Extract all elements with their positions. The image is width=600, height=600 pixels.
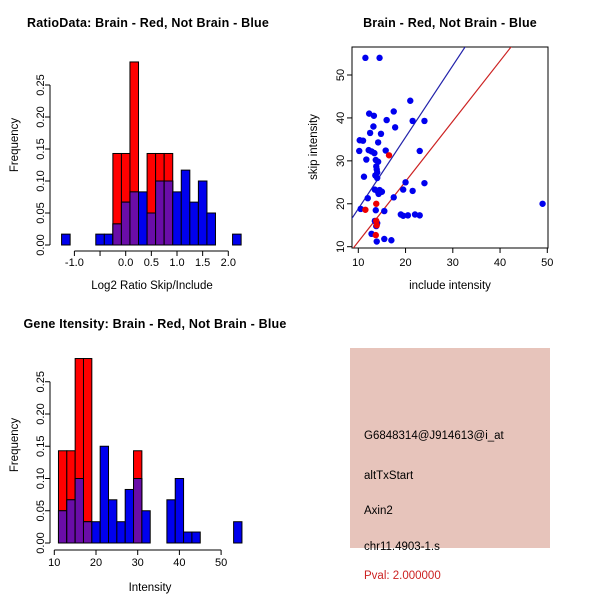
histogram-bar-blue [198, 181, 207, 245]
probe-id-text: G6848314@J914613@i_at [364, 430, 504, 442]
gene-info-box [350, 348, 550, 582]
histogram-bar-blue [139, 192, 148, 245]
scatter-point-blue [375, 139, 381, 145]
y-tick-label: 0.05 [35, 500, 47, 522]
y-tick-label: 0.20 [35, 403, 47, 425]
y-tick-label: 0.15 [35, 435, 47, 457]
gene-name-text: Axin2 [364, 505, 393, 517]
histogram-bar-blue [96, 234, 105, 245]
scatter-xlabel: include intensity [409, 280, 491, 292]
scatter-point-red [373, 201, 379, 207]
ratio-histogram-ylabel: Frequency [9, 117, 21, 173]
scatter-point-blue [421, 118, 427, 124]
y-tick-label: 0.25 [35, 74, 47, 96]
y-tick-label: 0.10 [35, 170, 47, 192]
histogram-bar-overlap [130, 192, 139, 245]
ratio-histogram-xlabel: Log2 Ratio Skip/Include [91, 280, 213, 292]
x-tick-label: 1.0 [169, 257, 185, 269]
histogram-bar-blue [234, 522, 242, 543]
histogram-bar-overlap [83, 522, 91, 543]
scatter-point-blue [371, 113, 377, 119]
y-tick-label: 0.05 [35, 202, 47, 224]
pval-text: Pval: 2.000000 [364, 570, 441, 582]
scatter-point-blue [378, 131, 384, 137]
scatter-point-blue [381, 208, 387, 214]
histogram-bar-overlap [67, 500, 75, 543]
y-tick-label: 0.20 [35, 106, 47, 128]
panel-ratio-histogram [0, 0, 300, 300]
histogram-bar-blue [181, 170, 190, 245]
scatter-point-red [374, 222, 380, 228]
y-tick-label: 10 [335, 240, 347, 253]
histogram-bar-overlap [134, 479, 142, 544]
panel-gene-histogram [0, 300, 300, 600]
histogram-bar-blue [233, 234, 242, 245]
scatter-point-blue [375, 191, 381, 197]
scatter-point-blue [405, 212, 411, 218]
x-tick-label: 10 [48, 557, 61, 569]
scatter-title: Brain - Red, Not Brain - Blue [363, 16, 537, 30]
scatter-point-blue [400, 186, 406, 192]
histogram-bar-overlap [147, 213, 156, 245]
histogram-bar-overlap [164, 181, 173, 245]
x-tick-label: 0.5 [143, 257, 159, 269]
x-tick-label: 30 [131, 557, 144, 569]
gene-histogram-plot-area [35, 359, 242, 569]
histogram-bar-blue [109, 500, 117, 543]
ratio-histogram-chart [0, 0, 300, 300]
histogram-bar-blue [167, 500, 175, 543]
histogram-bar-blue [192, 532, 200, 543]
y-tick-label: 50 [335, 68, 347, 82]
scatter-point-blue [539, 201, 545, 207]
y-tick-label: 20 [335, 197, 347, 210]
histogram-bar-blue [100, 446, 108, 543]
x-tick-label: 0.0 [118, 257, 134, 269]
histogram-bar-overlap [121, 202, 130, 245]
scatter-point-blue [371, 150, 377, 156]
histogram-bar-overlap [58, 511, 66, 543]
scatter-chart [300, 0, 600, 300]
x-tick-label: 20 [89, 557, 103, 569]
x-tick-label: 40 [493, 257, 507, 269]
histogram-bar-overlap [113, 224, 122, 245]
y-tick-label: 40 [335, 111, 347, 125]
histogram-bar-blue [62, 234, 71, 245]
histogram-bar-blue [104, 234, 113, 245]
histogram-bar-blue [92, 522, 100, 543]
histogram-bar-blue [190, 202, 199, 245]
location-text: chr11.4903-1.s [364, 541, 440, 553]
panel-gene-info [300, 300, 600, 600]
event-type-text: altTxStart [364, 470, 414, 482]
histogram-bar-blue [175, 479, 183, 544]
x-tick-label: 40 [173, 557, 186, 569]
x-tick-label: 2.0 [220, 257, 236, 269]
y-tick-label: 0.25 [35, 371, 47, 393]
scatter-plot-area [335, 44, 553, 269]
scatter-point-blue [392, 124, 398, 130]
scatter-point-blue [356, 148, 362, 154]
gene-histogram-ylabel: Frequency [9, 417, 21, 473]
scatter-point-blue [374, 175, 380, 181]
scatter-point-blue [370, 123, 376, 129]
scatter-point-red [386, 152, 392, 158]
y-tick-label: 0.00 [35, 532, 47, 554]
x-tick-label: 30 [446, 257, 459, 269]
histogram-bar-blue [125, 489, 133, 543]
scatter-ylabel: skip intensity [308, 114, 320, 180]
scatter-point-blue [376, 55, 382, 61]
scatter-point-blue [360, 137, 366, 143]
scatter-point-red [362, 207, 368, 213]
x-tick-label: 10 [352, 257, 365, 269]
histogram-bar-blue [117, 522, 125, 543]
ratio-histogram-plot-area [35, 62, 241, 269]
scatter-point-blue [409, 188, 415, 194]
scatter-point-blue [365, 195, 371, 201]
histogram-bar-red [83, 359, 91, 543]
x-tick-label: 1.5 [195, 257, 211, 269]
x-tick-label: 50 [541, 257, 554, 269]
histogram-bar-blue [184, 532, 192, 543]
histogram-bar-blue [207, 213, 216, 245]
histogram-bar-blue [142, 511, 150, 543]
plot-box [352, 47, 548, 248]
gene-histogram-xlabel: Intensity [128, 582, 172, 594]
scatter-point-blue [383, 117, 389, 123]
scatter-point-blue [363, 156, 369, 162]
scatter-point-blue [362, 55, 368, 61]
scatter-point-blue [391, 194, 397, 200]
histogram-bar-overlap [75, 479, 83, 544]
scatter-point-blue [373, 207, 379, 213]
histogram-bar-overlap [156, 181, 165, 245]
scatter-point-blue [381, 236, 387, 242]
scatter-point-blue [361, 174, 367, 180]
scatter-point-blue [417, 212, 423, 218]
scatter-point-blue [417, 148, 423, 154]
y-tick-label: 0.15 [35, 138, 47, 160]
y-tick-label: 0.10 [35, 467, 47, 490]
scatter-point-blue [421, 180, 427, 186]
x-tick-label: -1.0 [64, 257, 84, 269]
scatter-point-blue [402, 179, 408, 185]
scatter-point-blue [374, 238, 380, 244]
x-tick-label: 20 [399, 257, 412, 269]
scatter-point-blue [388, 237, 394, 243]
scatter-point-blue [367, 130, 373, 136]
scatter-point-blue [391, 108, 397, 114]
y-tick-label: 0.00 [35, 234, 47, 256]
gene-histogram-title: Gene Itensity: Brain - Red, Not Brain - Blue [23, 317, 287, 331]
histogram-bar-blue [173, 192, 182, 245]
scatter-point-red [373, 232, 379, 238]
y-tick-label: 30 [335, 154, 347, 167]
scatter-point-blue [409, 118, 415, 124]
x-tick-label: 50 [214, 557, 228, 569]
gene-histogram-chart [0, 300, 300, 600]
scatter-point-blue [407, 98, 413, 104]
ratio-histogram-title: RatioData: Brain - Red, Not Brain - Blue [26, 16, 270, 30]
panel-scatter [300, 0, 600, 300]
